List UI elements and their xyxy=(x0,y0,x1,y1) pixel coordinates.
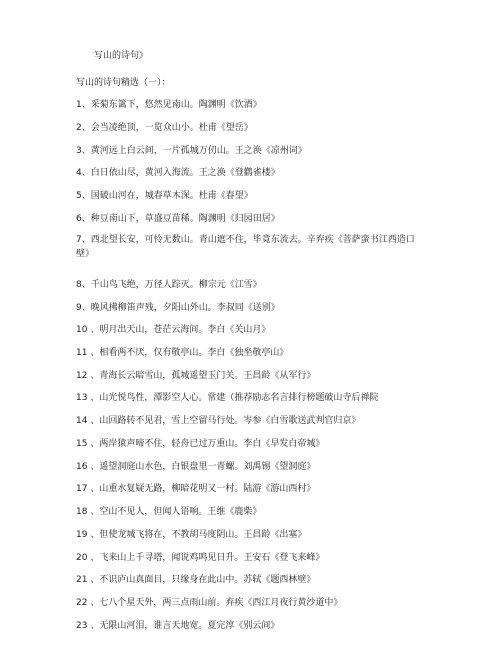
poem-line: 23 、无限山河泪，谁言天地宽。夏完淳《别云间》 xyxy=(76,621,280,631)
poem-line: 17 、山重水复疑无路，柳暗花明又一村。陆游《游山西村》 xyxy=(76,484,316,494)
poem-line: 6、种豆南山下，草盛豆苗稀。陶渊明《归园田居》 xyxy=(76,214,280,224)
poem-line: 12 、青海长云暗雪山，孤城遥望玉门关。王昌龄《从军行》 xyxy=(76,371,316,381)
poem-line: 20 、飞来山上千寻塔，闻说鸡鸣见日升。王安石《登飞来峰》 xyxy=(76,553,325,563)
poem-line: 22 、七八个星天外，两三点雨山前。弃疾《西江月夜行黄沙道中》 xyxy=(76,598,343,608)
poem-line: 2、会当凌绝顶，一览众山小。杜甫《望岳》 xyxy=(76,123,253,133)
poem-line: 13 、山光悦鸟性，潭影空人心。常建（推荐励志名言排行榜题破山寺后禅院 xyxy=(76,393,379,403)
document-title: 写山的诗句》 xyxy=(94,51,149,61)
poem-line: 11 、相看两不厌，仅有敬亭山。李白《独坐敬亭山》 xyxy=(76,348,289,358)
poem-line: 18 、空山不见人，但闻人语响。王维《鹿柴》 xyxy=(76,507,262,517)
poem-line: 14 、山回路转不见君，雪上空留马行处。岑参《白雪歌送武判官归京》 xyxy=(76,416,361,426)
poem-line: 10 、明月出天山，苍茫云海间。李白《关山月》 xyxy=(76,325,271,335)
poem-line: 9、晚风拂柳笛声残，夕阳山外山。李叔同《送别》 xyxy=(76,303,280,313)
poem-line: 21 、不识庐山真面目，只缘身在此山中。苏轼《题西林壁》 xyxy=(76,575,316,585)
poem-line: 7、西北望长安，可怜无数山。青山遮不住，毕竟东流去。辛弃疾《菩萨蛮书江西造口壁》 xyxy=(76,235,415,259)
poem-line: 5、国破山河在，城春草木深。杜甫《春望》 xyxy=(76,191,253,201)
poem-line: 15 、两岸猿声啼不住，轻舟已过万重山。李白《早发白帝城》 xyxy=(76,439,325,449)
poem-line: 3、黄河远上白云间，一片孤城万仞山。王之涣《凉州词》 xyxy=(76,146,307,156)
document-subtitle: 写山的诗句精选（一）： xyxy=(76,78,171,88)
poem-line: 19 、但使龙城飞将在，不教胡马度阴山。王昌龄《出塞》 xyxy=(76,530,307,540)
poem-line: 8、千山鸟飞绝，万径人踪灭。柳宗元《江雪》 xyxy=(76,280,262,290)
poem-line: 1、采菊东篱下，悠然见南山。陶渊明《饮酒》 xyxy=(76,100,262,110)
poem-line: 4、白日依山尽，黄河入海流。王之涣《登鹳雀楼》 xyxy=(76,168,280,178)
poem-line: 16 、遥望洞庭山水色，白银盘里一青螺。刘禹锡《望洞庭》 xyxy=(76,462,316,472)
